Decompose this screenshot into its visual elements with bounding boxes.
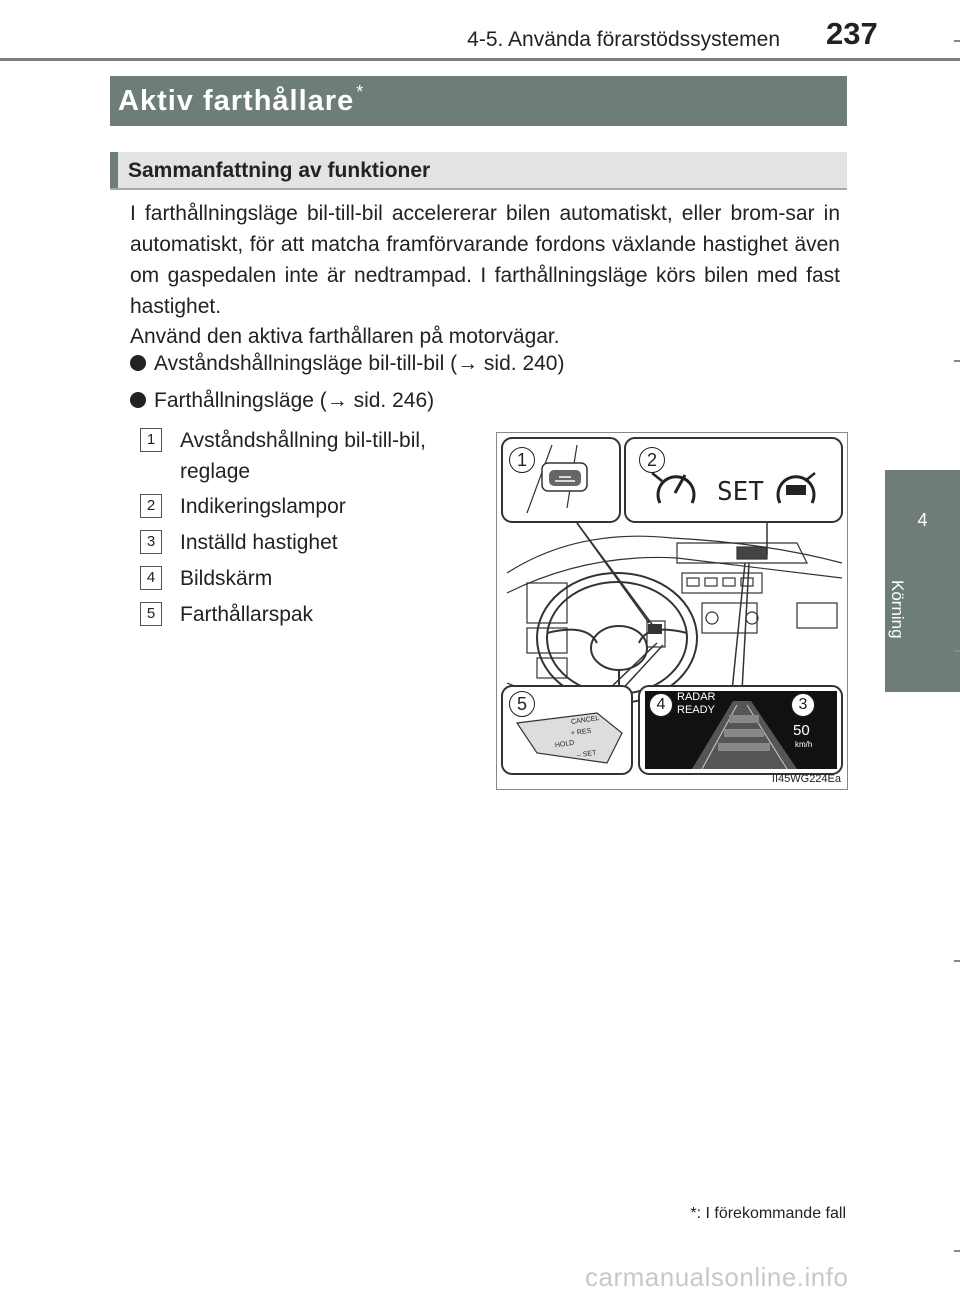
section-title bbox=[118, 82, 365, 118]
chapter-label: Körning bbox=[888, 580, 907, 639]
section-title-bar bbox=[110, 76, 847, 126]
lever-label-hold: HOLD bbox=[554, 739, 575, 750]
subheading-accent bbox=[110, 152, 118, 188]
callout-3: 3 bbox=[791, 693, 815, 717]
legend-text: Indikeringslampor bbox=[180, 495, 346, 518]
body-paragraph: Använd den aktiva farthållaren på motorvägar. bbox=[130, 325, 560, 348]
legend-number: 4 bbox=[140, 566, 162, 590]
footnote-asterisk: * bbox=[690, 1205, 697, 1222]
set-speed-unit: km/h bbox=[795, 740, 813, 749]
legend-number: 2 bbox=[140, 494, 162, 518]
legend-number: 3 bbox=[140, 530, 162, 554]
legend-text: Avståndshållning bil-till-bil, reglage bbox=[180, 429, 426, 483]
chapter-number: 4 bbox=[917, 510, 928, 530]
legend-text: Inställd hastighet bbox=[180, 531, 338, 554]
set-indicator: SET bbox=[717, 477, 764, 507]
bullet-dot-icon bbox=[130, 355, 146, 371]
header-divider bbox=[0, 58, 960, 61]
bullet-text: Avståndshållningsläge bil-till-bil (→ sid. 240) bbox=[154, 352, 565, 375]
body-paragraph: I farthållningsläge bil-till-bil accelererar bilen automatiskt, eller brom-sar in automatiskt, för att matcha framförvarande fordons växlande hastighet även om gaspedalen inte är nedtrampad. I farthållningsläge körs bilen med fast hastighet. bbox=[130, 202, 840, 318]
callout-1: 1 bbox=[509, 447, 535, 473]
bullet-item bbox=[130, 352, 564, 376]
bullet-dot-icon bbox=[130, 392, 146, 408]
legend-number: 5 bbox=[140, 602, 162, 626]
set-speed-value: 50 bbox=[793, 722, 810, 739]
bullet-item bbox=[130, 389, 434, 413]
legend-text: Bildskärm bbox=[180, 567, 273, 590]
chapter-side-tab bbox=[885, 470, 960, 692]
footnote-text: : I förekommande fall bbox=[696, 1205, 846, 1222]
watermark: carmanualsonline.info bbox=[585, 1262, 849, 1292]
running-header-section: 4-5. Använda förarstödssystemen bbox=[467, 28, 780, 51]
legend-number: 1 bbox=[140, 428, 162, 452]
radar-label-line1: RADAR bbox=[677, 691, 716, 703]
legend-text: Farthållarspak bbox=[180, 603, 314, 626]
subheading-bar bbox=[110, 152, 847, 190]
section-title-text: Aktiv farthållare bbox=[118, 85, 355, 117]
steering-wheel bbox=[537, 573, 697, 703]
lever-label-res: + RES bbox=[570, 727, 592, 738]
callout-2: 2 bbox=[639, 447, 665, 473]
subheading: Sammanfattning av funktioner bbox=[128, 159, 431, 182]
callout-4: 4 bbox=[649, 693, 673, 717]
page-number: 237 bbox=[826, 16, 878, 51]
footnote bbox=[640, 1205, 846, 1223]
figure-code: II45WG224Ea bbox=[771, 773, 841, 785]
lever-label-set: – SET bbox=[576, 749, 597, 760]
bullet-text: Farthållningsläge (→ sid. 246) bbox=[154, 389, 435, 412]
lever-label-cancel: CANCEL bbox=[570, 715, 600, 726]
title-asterisk: * bbox=[356, 82, 365, 102]
cockpit-illustration bbox=[496, 432, 848, 790]
callout-5: 5 bbox=[509, 691, 535, 717]
radar-label-line2: READY bbox=[677, 704, 715, 716]
page-edge-ticks bbox=[954, 0, 960, 1298]
